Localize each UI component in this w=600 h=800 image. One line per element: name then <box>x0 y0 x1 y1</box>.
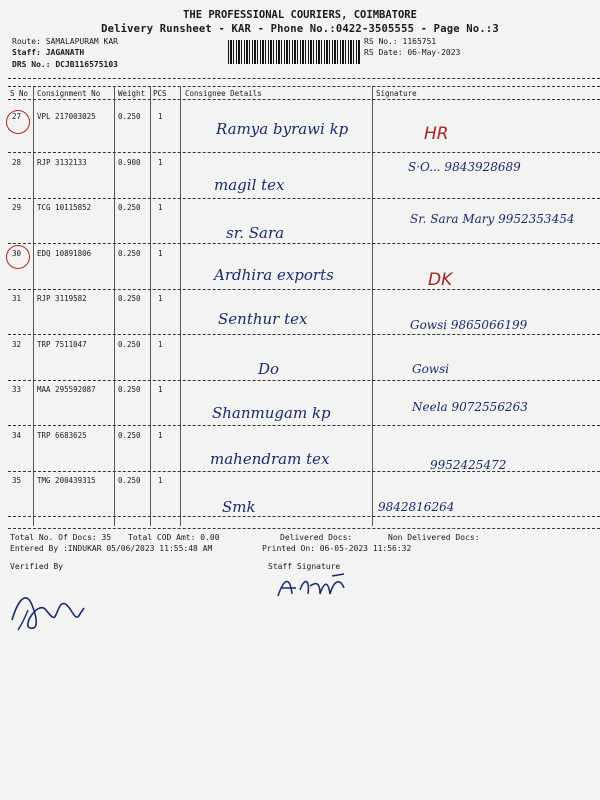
row-signature-handwritten: HR <box>424 124 449 144</box>
company-title: THE PROFESSIONAL COURIERS, COIMBATORE <box>183 9 417 21</box>
row-divider <box>8 289 600 290</box>
printed-on: Printed On: 06-05-2023 11:56:32 <box>262 544 412 553</box>
col-header-sno: S No <box>10 89 29 98</box>
row-sno: 27 <box>12 112 22 121</box>
row-consignee-handwritten: magil tex <box>214 176 285 194</box>
row-consignee-handwritten: Ardhira exports <box>214 266 334 284</box>
row-weight: 0.250 <box>118 203 141 212</box>
row-sno: 31 <box>12 294 22 303</box>
row-signature-handwritten: 9842816264 <box>378 500 455 514</box>
row-pcs: 1 <box>158 430 163 440</box>
row-consignee-handwritten: Senthur tex <box>218 310 308 328</box>
row-sno: 28 <box>12 157 22 167</box>
row-consignee-handwritten: mahendram tex <box>210 450 330 468</box>
verified-by-label: Verified By <box>10 562 63 571</box>
entered-by: Entered By :INDUKAR 05/06/2023 11:55:48 AM <box>10 544 213 553</box>
row-divider <box>8 198 600 199</box>
barcode <box>228 40 360 64</box>
row-divider <box>8 243 600 244</box>
drs-number: DRS No.: DCJB116575103 <box>12 60 118 69</box>
row-pcs: 1 <box>158 339 163 349</box>
rs-number: RS No.: 1165751 <box>364 37 437 46</box>
row-consignee-handwritten: Smk <box>222 498 256 516</box>
row-sno: 30 <box>12 248 22 258</box>
row-divider <box>8 425 600 426</box>
verifier-signature <box>8 580 88 640</box>
row-pcs: 1 <box>158 385 163 394</box>
row-consignee-handwritten: Ramya byrawi kp <box>216 120 349 138</box>
total-cod: Total COD Amt: 0.00 <box>128 533 220 542</box>
row-weight: 0.250 <box>118 294 141 303</box>
staff-label: Staff: JAGANATH <box>12 48 85 57</box>
divider <box>8 86 600 87</box>
red-circle-mark <box>6 245 30 269</box>
row-divider <box>8 471 600 472</box>
rs-date: RS Date: 06-May-2023 <box>364 48 461 57</box>
row-pcs: 1 <box>158 248 163 258</box>
row-consignment-no: TRP 7511047 <box>37 339 87 349</box>
row-weight: 0.250 <box>118 430 141 440</box>
row-pcs: 1 <box>158 112 163 121</box>
divider <box>8 78 600 79</box>
row-pcs: 1 <box>158 476 163 485</box>
row-weight: 0.250 <box>118 476 141 485</box>
row-consignment-no: TRP 6683625 <box>37 430 87 440</box>
row-weight: 0.250 <box>118 112 141 121</box>
total-docs: Total No. Of Docs: 35 <box>10 533 112 542</box>
col-header-consignment: Consignment No <box>37 89 101 98</box>
row-signature-handwritten: Sr. Sara Mary 9952353454 <box>410 212 575 226</box>
row-signature-handwritten: S·O... 9843928689 <box>408 160 521 174</box>
row-sno: 35 <box>12 476 22 485</box>
row-signature-handwritten: DK <box>428 270 453 290</box>
row-pcs: 1 <box>158 294 163 303</box>
row-weight: 0.250 <box>118 385 141 394</box>
staff-signature-label: Staff Signature <box>268 562 341 571</box>
row-divider <box>8 516 600 517</box>
row-sno: 33 <box>12 385 22 394</box>
row-consignee-handwritten: Shanmugam kp <box>212 404 331 422</box>
row-divider <box>8 152 600 153</box>
divider <box>8 528 600 529</box>
row-divider <box>8 334 600 335</box>
row-consignee-handwritten: sr. Sara <box>226 224 285 242</box>
route-label: Route: SAMALAPURAM KAR <box>12 37 118 46</box>
row-consignment-no: TMG 200439315 <box>37 476 96 485</box>
row-sno: 34 <box>12 430 22 440</box>
row-consignment-no: MAA 295592087 <box>37 385 96 394</box>
row-pcs: 1 <box>158 157 163 167</box>
row-signature-handwritten: Neela 9072556263 <box>412 400 528 414</box>
row-weight: 0.250 <box>118 248 141 258</box>
non-delivered-docs: Non Delivered Docs: <box>388 533 480 542</box>
row-signature-handwritten: Gowsi 9865066199 <box>410 318 528 332</box>
row-sno: 29 <box>12 203 22 212</box>
row-pcs: 1 <box>158 203 163 212</box>
row-signature-handwritten: 9952425472 <box>430 458 507 472</box>
row-consignment-no: RJP 3119582 <box>37 294 87 303</box>
col-header-consignee: Consignee Details <box>185 89 262 98</box>
row-signature-handwritten: Gowsi <box>412 362 450 376</box>
col-header-signature: Signature <box>376 89 417 98</box>
divider <box>8 99 600 100</box>
col-header-weight: Weight <box>118 89 146 98</box>
row-weight: 0.250 <box>118 339 141 349</box>
row-consignee-handwritten: Do <box>258 360 280 378</box>
row-consignment-no: RJP 3132133 <box>37 157 87 167</box>
runsheet-subtitle: Delivery Runsheet - KAR - Phone No.:0422-3505555 - Page No.:3 <box>101 23 499 35</box>
staff-signature <box>270 568 370 608</box>
row-divider <box>8 380 600 381</box>
row-sno: 32 <box>12 339 22 349</box>
row-consignment-no: EDQ 10891806 <box>37 248 92 258</box>
row-consignment-no: VPL 217003025 <box>37 112 96 121</box>
col-header-pcs: PCS <box>153 89 167 98</box>
row-weight: 0.900 <box>118 157 141 167</box>
red-circle-mark <box>6 110 30 134</box>
row-consignment-no: TCG 10115852 <box>37 203 92 212</box>
delivered-docs: Delivered Docs: <box>280 533 353 542</box>
